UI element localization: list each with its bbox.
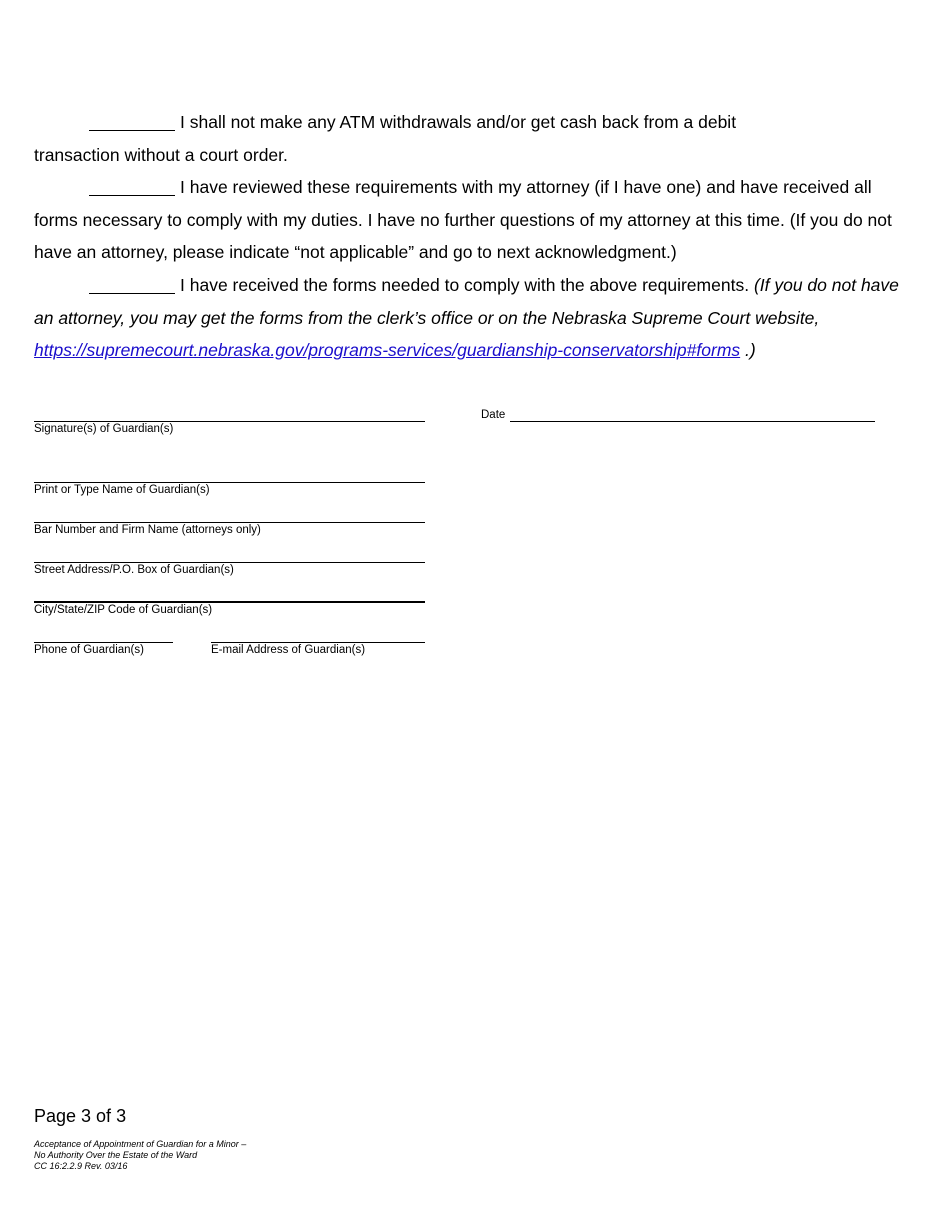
- phone-label: Phone of Guardian(s): [34, 644, 144, 656]
- form-footer: [34, 1139, 246, 1172]
- bar-number-label: Bar Number and Firm Name (attorneys only): [34, 524, 261, 536]
- date-line[interactable]: [510, 421, 875, 422]
- acknowledgment-attorney-review-text: I have reviewed these requirements with my attorney (if I have one) and have received all forms necessary to comply with my duties. I have no further questions of my attorney at this time. (If you do not have an attorney, please indicate “not applicable” and go to next acknowledgment.): [34, 177, 892, 262]
- forms-note-closing: .): [740, 340, 756, 360]
- acknowledgment-attorney-review: [34, 171, 914, 269]
- page-number: Page 3 of 3: [34, 1106, 127, 1126]
- footer-form-code: CC 16:2.2.9 Rev. 03/16: [34, 1161, 128, 1171]
- supreme-court-forms-link[interactable]: https://supremecourt.nebraska.gov/programs-services/guardianship-conservatorship#forms: [34, 340, 741, 360]
- initials-blank-attorney-review[interactable]: [89, 177, 175, 196]
- street-address-label: Street Address/P.O. Box of Guardian(s): [34, 564, 234, 576]
- forms-note: (If you do not have an attorney, you may get the forms from the clerk’s office or on the Nebraska Supreme Court website,: [34, 275, 899, 328]
- print-name-label: Print or Type Name of Guardian(s): [34, 484, 210, 496]
- city-state-zip-label: City/State/ZIP Code of Guardian(s): [34, 604, 213, 616]
- initials-blank-forms-received[interactable]: [89, 275, 175, 294]
- footer-form-subtitle: No Authority Over the Estate of the Ward: [34, 1150, 198, 1160]
- signature-label: Signature(s) of Guardian(s): [34, 423, 174, 435]
- acknowledgment-forms-received-text: I have received the forms needed to comply with the above requirements.: [180, 275, 750, 295]
- date-label: Date: [481, 409, 506, 421]
- acknowledgment-atm: [34, 106, 794, 171]
- footer-form-title: Acceptance of Appointment of Guardian for a Minor –: [34, 1139, 247, 1149]
- email-label: E-mail Address of Guardian(s): [211, 644, 366, 656]
- acknowledgment-forms-received: [34, 269, 914, 367]
- initials-blank-atm[interactable]: [89, 112, 175, 131]
- acknowledgment-atm-text: I shall not make any ATM withdrawals and/or get cash back from a debit transaction without a court order.: [34, 112, 737, 165]
